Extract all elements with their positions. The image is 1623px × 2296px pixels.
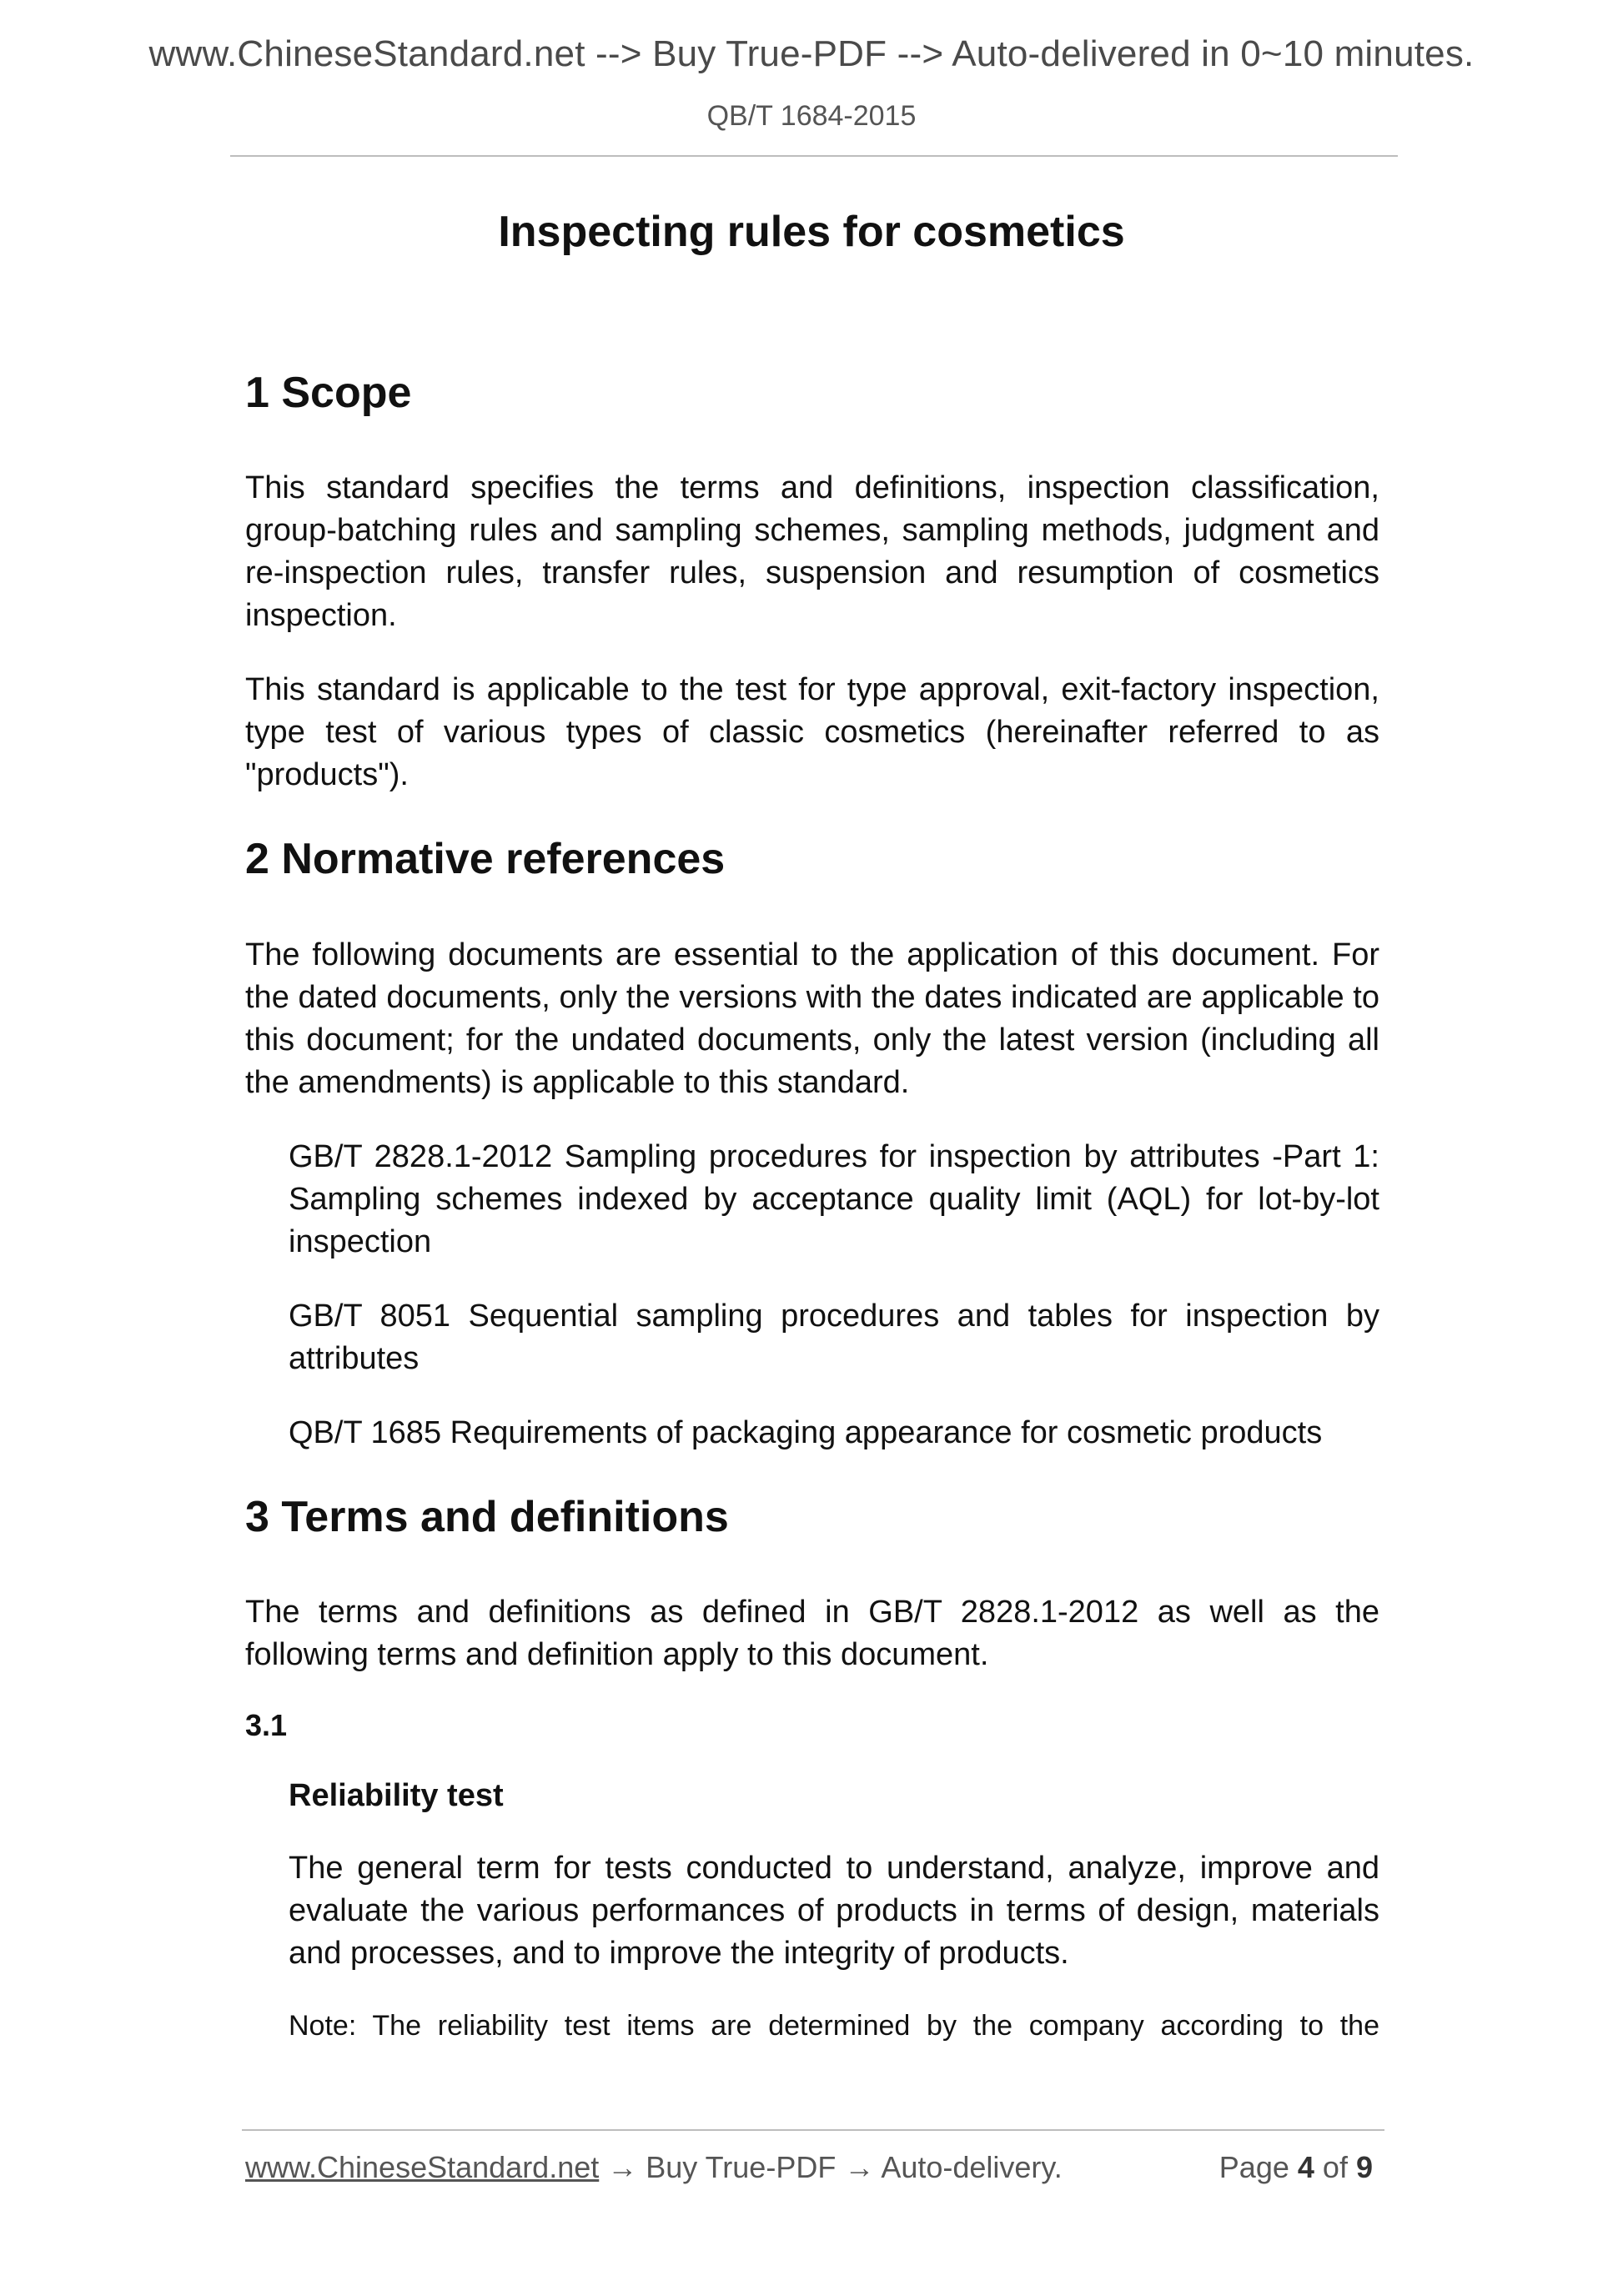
section-heading-normative-references: 2 Normative references bbox=[245, 835, 726, 884]
normative-paragraph: The following documents are essential to the application of this document. For the dated documents, only the versions with the dates indicated are applicable to this document; for the undated documents, only the latest version (including all the amendments) is applicable to this standard. bbox=[245, 937, 1379, 1100]
page-current: 4 bbox=[1297, 2150, 1314, 2184]
document-title: Inspecting rules for cosmetics bbox=[498, 208, 1125, 256]
clause-number: 3.1 bbox=[245, 1708, 288, 1743]
page-footer bbox=[245, 2150, 1379, 2185]
scope-paragraph-2: This standard is applicable to the test for type approval, exit-factory inspection, type test of various types of classic cosmetics (hereinafter referred to as "products"). bbox=[245, 672, 1379, 793]
term-name: Reliability test bbox=[289, 1778, 504, 1814]
terms-paragraph: The terms and definitions as defined in GB/T 2828.1-2012 as well as the following terms and definition apply to this document. bbox=[245, 1595, 1379, 1673]
section-heading-scope: 1 Scope bbox=[245, 369, 412, 417]
footer-tagline: → Buy True-PDF → Auto-delivery. bbox=[599, 2150, 1063, 2184]
top-banner: www.ChineseStandard.net --> Buy True-PDF --> Auto-delivered in 0~10 minutes. bbox=[148, 33, 1475, 74]
standard-code: QB/T 1684-2015 bbox=[706, 100, 917, 132]
term-definition: The general term for tests conducted to understand, analyze, improve and evaluate the various performances of products in terms of design, materials and processes, and to improve the integrity of products. bbox=[289, 1851, 1379, 1972]
page-total: 9 bbox=[1355, 2150, 1373, 2184]
scope-paragraph-1: This standard specifies the terms and definitions, inspection classification, group-batching rules and sampling schemes, sampling methods, judgment and re-inspection rules, transfer rules, suspension and resumption of cosmetics inspection. bbox=[245, 470, 1379, 634]
page-label: Page bbox=[1219, 2150, 1289, 2184]
reference-item: GB/T 2828.1-2012 Sampling procedures for inspection by attributes -Part 1: Sampling schemes indexed by acceptance quality limit (AQL) for lot-by-lot inspection bbox=[289, 1138, 1379, 1259]
page-of-label: of bbox=[1322, 2150, 1348, 2184]
document-body bbox=[245, 367, 1379, 2045]
section-heading-terms-definitions: 3 Terms and definitions bbox=[245, 1492, 729, 1541]
header-divider bbox=[230, 155, 1398, 157]
term-note: Note: The reliability test items are determined by the company according to the bbox=[289, 2010, 1379, 2042]
reference-item: QB/T 1685 Requirements of packaging appearance for cosmetic products bbox=[289, 1414, 1323, 1450]
page-indicator bbox=[1219, 2150, 1373, 2185]
reference-item: GB/T 8051 Sequential sampling procedures and tables for inspection by attributes bbox=[289, 1298, 1379, 1376]
footer-site-link[interactable]: www.ChineseStandard.net bbox=[245, 2150, 600, 2184]
footer-divider bbox=[242, 2129, 1384, 2131]
